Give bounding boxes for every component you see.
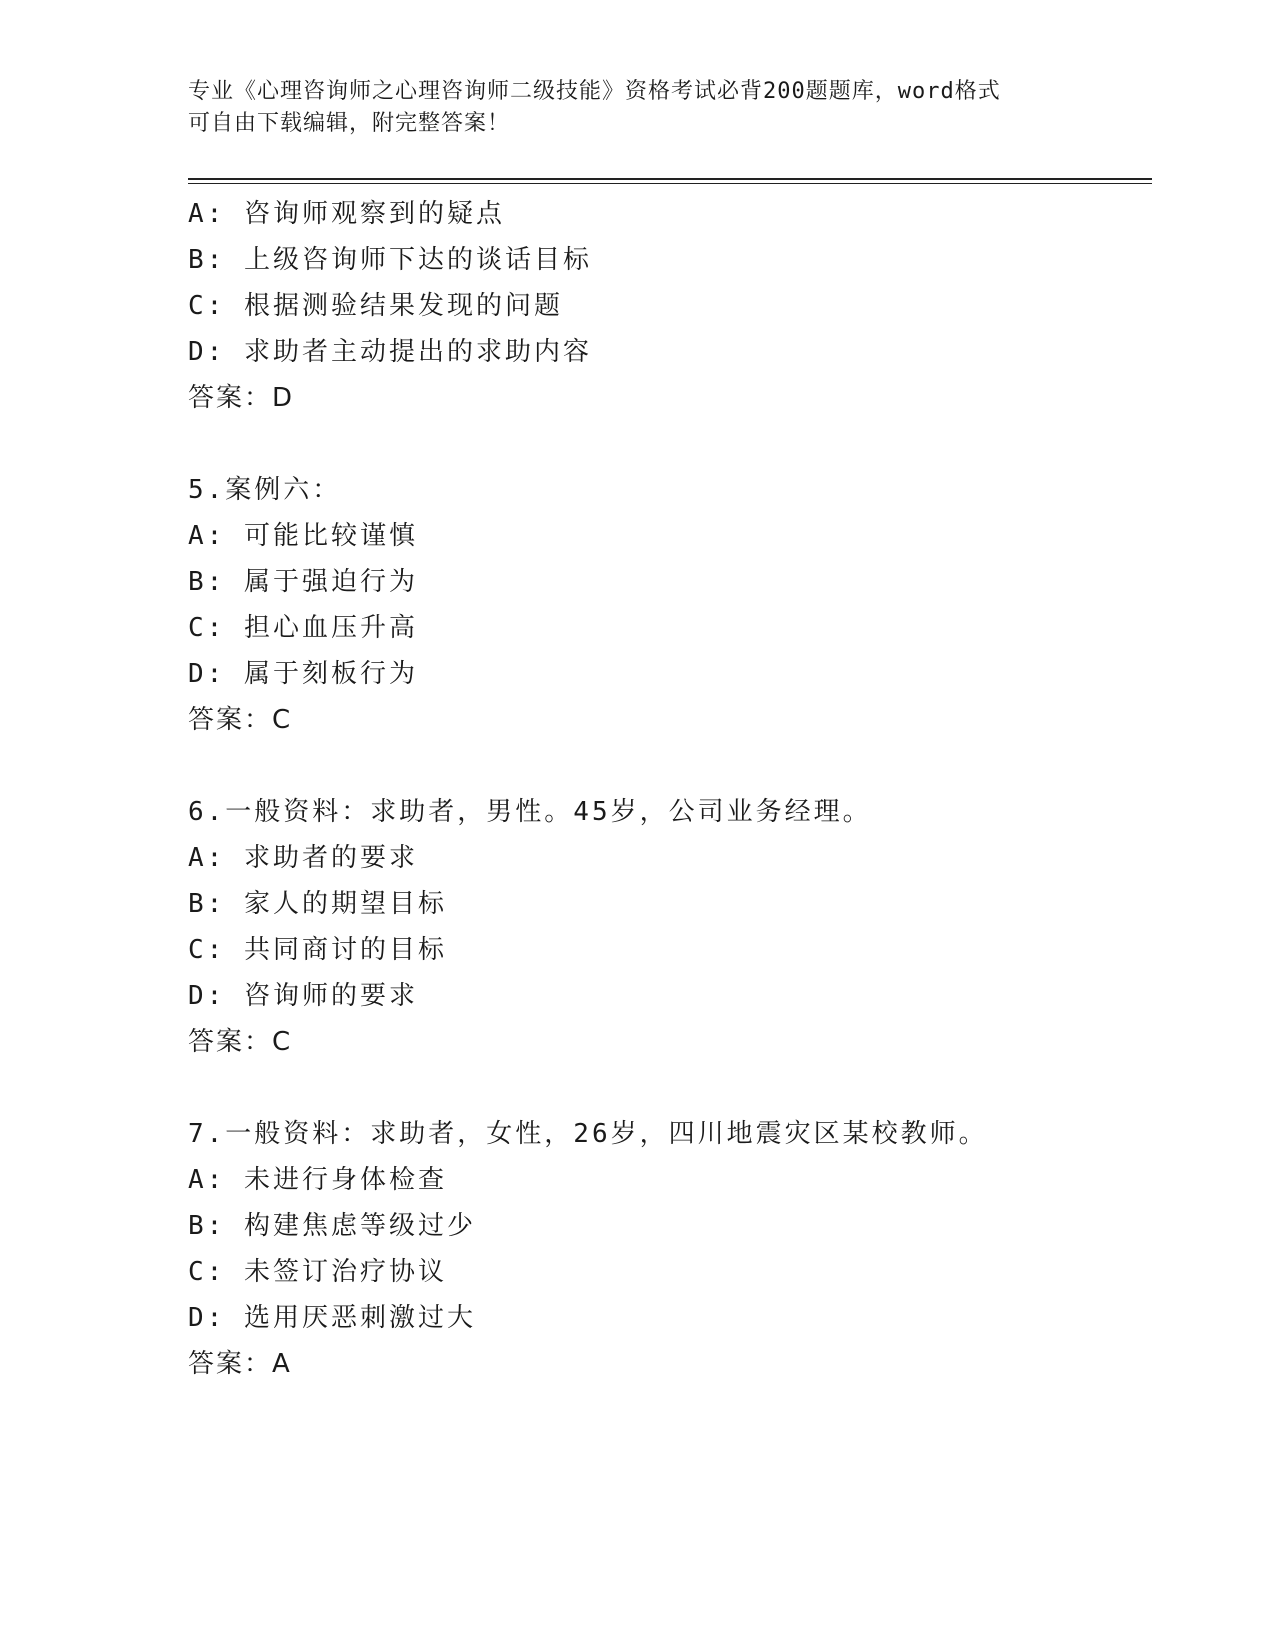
option-a: A: 求助者的要求 <box>188 843 418 873</box>
header-title-line-2: 可自由下载编辑，附完整答案！ <box>188 111 511 136</box>
spacer <box>188 1065 1148 1111</box>
question-block-4 <box>188 191 1148 421</box>
header-title-line-1: 专业《心理咨询师之心理咨询师二级技能》资格考试必背200题题库，word格式 <box>188 79 1001 104</box>
option-d: D: 选用厌恶刺激过大 <box>188 1303 476 1333</box>
option-a: A: 可能比较谨慎 <box>188 521 418 551</box>
option-b: B: 上级咨询师下达的谈话目标 <box>188 245 592 275</box>
header-divider-thin <box>188 183 1152 184</box>
option-b: B: 构建焦虑等级过少 <box>188 1211 476 1241</box>
option-d: D: 求助者主动提出的求助内容 <box>188 337 592 367</box>
option-c: C: 未签订治疗协议 <box>188 1257 447 1287</box>
question-stem: 7.一般资料：求助者，女性，26岁，四川地震灾区某校教师。 <box>188 1119 988 1149</box>
spacer <box>188 743 1148 789</box>
answer-line: 答案：D <box>188 383 295 413</box>
option-d: D: 咨询师的要求 <box>188 981 418 1011</box>
question-list <box>188 191 1148 1387</box>
option-a: A: 未进行身体检查 <box>188 1165 447 1195</box>
document-header <box>188 76 1068 140</box>
answer-line: 答案：C <box>188 1027 293 1057</box>
answer-line: 答案：C <box>188 705 293 735</box>
option-b: B: 家人的期望目标 <box>188 889 447 919</box>
question-block-5 <box>188 467 1148 743</box>
option-d: D: 属于刻板行为 <box>188 659 418 689</box>
option-c: C: 根据测验结果发现的问题 <box>188 291 563 321</box>
spacer <box>188 421 1148 467</box>
option-b: B: 属于强迫行为 <box>188 567 418 597</box>
answer-line: 答案：A <box>188 1349 292 1379</box>
option-c: C: 担心血压升高 <box>188 613 418 643</box>
question-stem: 6.一般资料：求助者，男性。45岁，公司业务经理。 <box>188 797 872 827</box>
question-stem: 5.案例六： <box>188 475 342 505</box>
header-divider <box>188 178 1152 180</box>
question-block-7 <box>188 1111 1148 1387</box>
option-a: A: 咨询师观察到的疑点 <box>188 199 505 229</box>
option-c: C: 共同商讨的目标 <box>188 935 447 965</box>
question-block-6 <box>188 789 1148 1065</box>
